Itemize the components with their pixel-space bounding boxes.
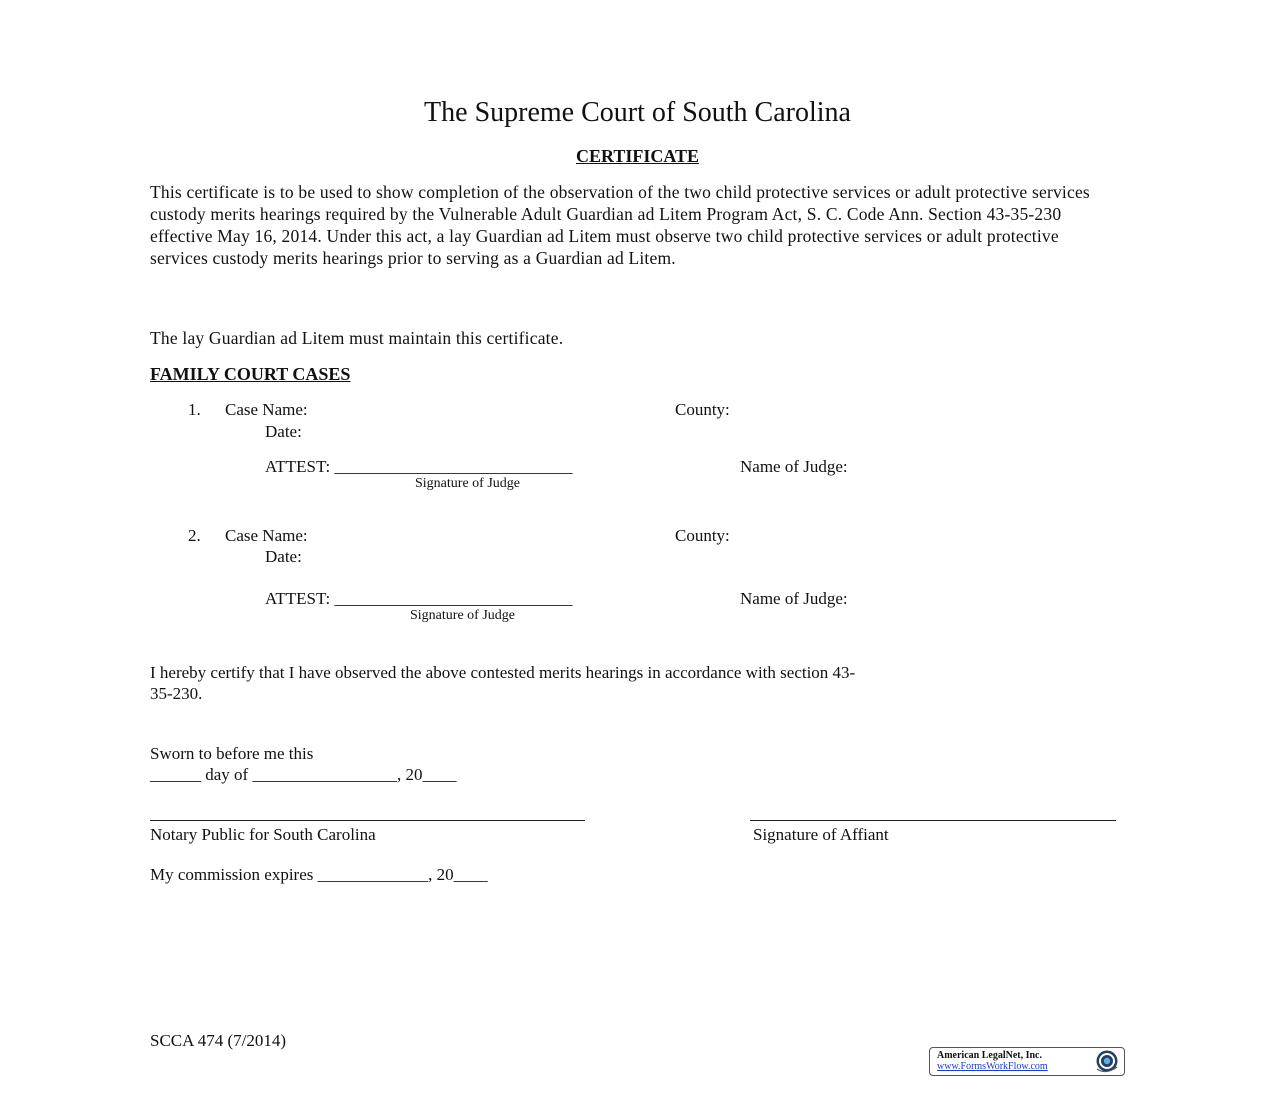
notary-caption: Notary Public for South Carolina	[150, 825, 376, 844]
case-name-label: Case Name:	[225, 400, 308, 419]
publisher-link[interactable]: www.FormsWorkFlow.com	[937, 1061, 1048, 1072]
date-label: Date:	[265, 422, 302, 441]
attest-signature-field[interactable]: ATTEST: ____________________________	[265, 457, 573, 476]
judge-name-label: Name of Judge:	[740, 457, 848, 476]
maintain-note: The lay Guardian ad Litem must maintain this certificate.	[150, 328, 564, 348]
county-label: County:	[675, 400, 730, 419]
sworn-statement: Sworn to before me this	[150, 744, 314, 763]
signature-caption: Signature of Judge	[415, 476, 520, 491]
certify-statement-line1: I hereby certify that I have observed the above contested merits hearings in accordance with section 43-	[150, 663, 856, 682]
form-id: SCCA 474 (7/2014)	[150, 1031, 287, 1050]
notary-signature-line[interactable]	[150, 820, 585, 821]
family-court-cases-heading: FAMILY COURT CASES	[150, 364, 351, 384]
date-label: Date:	[265, 547, 302, 566]
publisher-logo-icon	[1090, 1049, 1122, 1073]
attest-signature-field[interactable]: ATTEST: ____________________________	[265, 589, 573, 608]
commission-expires-field[interactable]: My commission expires _____________, 20____	[150, 865, 488, 884]
sworn-date-field[interactable]: ______ day of _________________, 20____	[150, 765, 457, 784]
case-number: 1.	[188, 400, 201, 419]
case-number: 2.	[188, 526, 201, 545]
publisher-badge[interactable]	[929, 1047, 1125, 1076]
county-label: County:	[675, 526, 730, 545]
certificate-heading: CERTIFICATE	[575, 146, 700, 166]
publisher-name: American LegalNet, Inc.	[937, 1050, 1042, 1061]
page-title: The Supreme Court of South Carolina	[424, 97, 851, 128]
signature-caption: Signature of Judge	[410, 608, 515, 623]
case-name-label: Case Name:	[225, 526, 308, 545]
judge-name-label: Name of Judge:	[740, 589, 848, 608]
certify-statement-line2: 35-230.	[150, 684, 203, 703]
affiant-signature-line[interactable]	[750, 820, 1116, 821]
affiant-caption: Signature of Affiant	[753, 825, 889, 844]
intro-paragraph: This certificate is to be used to show completion of the observation of the two child protective services or adult protective services custody merits hearings required by the Vulnerable Adult Guardian ad Litem Program Act, S. C. Code Ann. Section 43-35-230 effective May 16, 2014. Under this act, a lay Guardian ad Litem must observe two child protective services or adult protective services custody merits hearings prior to serving as a Guardian ad Litem.	[150, 182, 1090, 268]
